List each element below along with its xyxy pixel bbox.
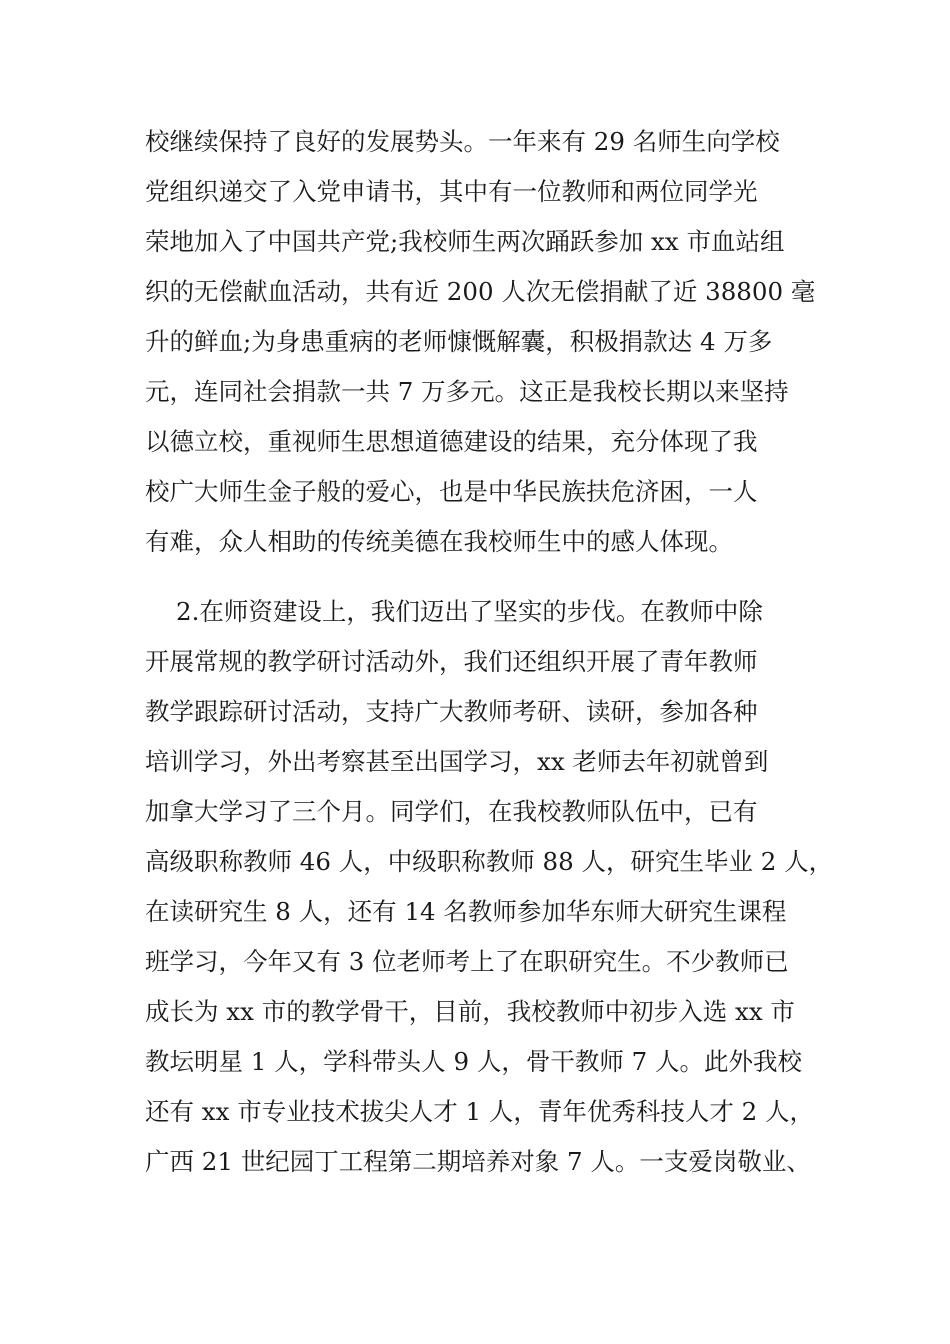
- text-line: 校继续保持了良好的发展势头。一年来有 29 名师生向学校: [145, 127, 780, 156]
- text-line: 班学习，今年又有 3 位老师考上了在职研究生。不少教师已: [145, 947, 789, 976]
- text-line: 广西 21 世纪园丁工程第二期培养对象 7 人。一支爱岗敬业、: [145, 1147, 811, 1176]
- text-line: 还有 xx 市专业技术拔尖人才 1 人，青年优秀科技人才 2 人，: [145, 1097, 815, 1126]
- text-line: 成长为 xx 市的教学骨干，目前，我校教师中初步入选 xx 市: [145, 997, 795, 1026]
- text-line: 在读研究生 8 人，还有 14 名教师参加华东师大研究生课程: [145, 897, 787, 926]
- text-line: 校广大师生金子般的爱心，也是中华民族扶危济困，一人: [145, 477, 758, 506]
- text-line: 荣地加入了中国共产党;我校师生两次踊跃参加 xx 市血站组: [145, 227, 785, 256]
- text-line: 2.在师资建设上，我们迈出了坚实的步伐。在教师中除: [176, 597, 763, 626]
- text-line: 有难，众人相助的传统美德在我校师生中的感人体现。: [145, 527, 733, 556]
- text-line: 教坛明星 1 人，学科带头人 9 人，骨干教师 7 人。此外我校: [145, 1047, 802, 1076]
- text-line: 党组织递交了入党申请书，其中有一位教师和两位同学光: [145, 177, 758, 206]
- text-line: 培训学习，外出考察甚至出国学习，xx 老师去年初就曾到: [145, 747, 769, 776]
- text-line: 以德立校，重视师生思想道德建设的结果，充分体现了我: [145, 427, 758, 456]
- text-line: 教学跟踪研讨活动，支持广大教师考研、读研，参加各种: [145, 697, 758, 726]
- text-line: 织的无偿献血活动，共有近 200 人次无偿捐献了近 38800 毫: [145, 277, 816, 306]
- text-line: 开展常规的教学研讨活动外，我们还组织开展了青年教师: [145, 647, 758, 676]
- text-line: 元，连同社会捐款一共 7 万多元。这正是我校长期以来坚持: [145, 377, 789, 406]
- text-line: 加拿大学习了三个月。同学们，在我校教师队伍中，已有: [145, 797, 758, 826]
- text-line: 升的鲜血;为身患重病的老师慷慨解囊，积极捐款达 4 万多: [145, 327, 773, 356]
- text-line: 高级职称教师 46 人，中级职称教师 88 人，研究生毕业 2 人，: [145, 847, 834, 876]
